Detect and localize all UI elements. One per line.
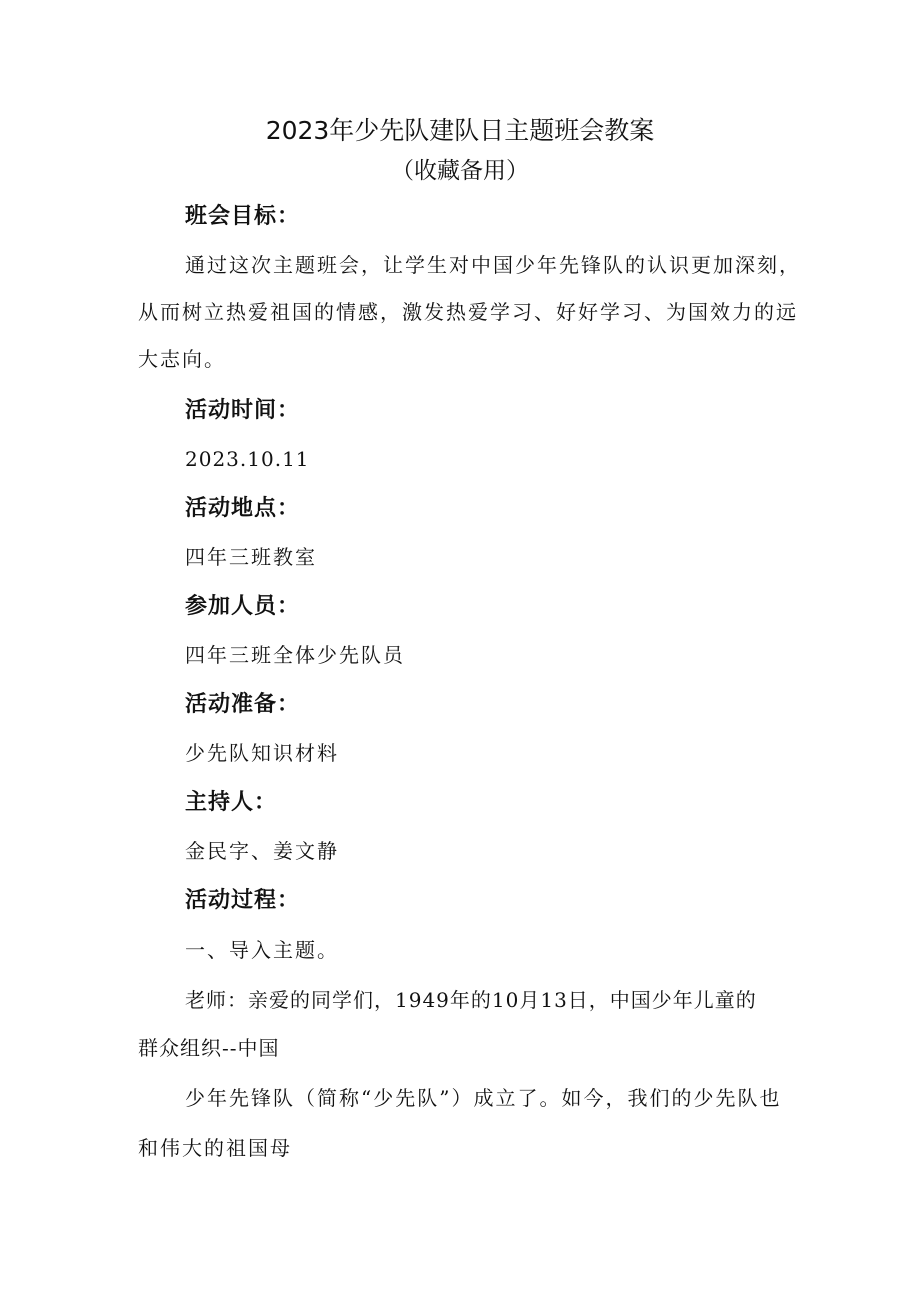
process-para1-line-2: 群众组织--中国	[138, 1036, 280, 1060]
time-heading: 活动时间：	[185, 398, 301, 423]
participants-heading: 参加人员：	[185, 594, 301, 619]
place-value: 四年三班教室	[185, 545, 317, 569]
document-title: 2023年少先队建队日主题班会教案	[265, 116, 655, 145]
time-value: 2023.10.11	[185, 447, 310, 471]
goal-line-1: 通过这次主题班会，让学生对中国少年先锋队的认识更加深刻，	[185, 253, 801, 277]
process-para2-line-2: 和伟大的祖国母	[138, 1136, 292, 1160]
process-heading: 活动过程：	[185, 888, 301, 913]
process-step-1: 一、导入主题。	[185, 938, 339, 962]
document-subtitle: （收藏备用）	[391, 158, 529, 184]
goal-line-3: 大志向。	[138, 347, 226, 371]
place-heading: 活动地点：	[185, 496, 301, 521]
process-para1-line-1: 老师：亲爱的同学们，1949年的10月13日，中国少年儿童的	[185, 988, 757, 1012]
host-heading: 主持人：	[185, 790, 278, 815]
process-para2-line-1: 少年先锋队（简称“少先队”）成立了。如今，我们的少先队也	[185, 1086, 782, 1110]
goal-line-2: 从而树立热爱祖国的情感，激发热爱学习、好好学习、为国效力的远	[138, 300, 798, 324]
host-value: 金民字、姜文静	[185, 839, 339, 863]
goal-heading: 班会目标：	[185, 204, 301, 229]
preparation-heading: 活动准备：	[185, 692, 301, 717]
participants-value: 四年三班全体少先队员	[185, 643, 405, 667]
preparation-value: 少先队知识材料	[185, 741, 339, 765]
